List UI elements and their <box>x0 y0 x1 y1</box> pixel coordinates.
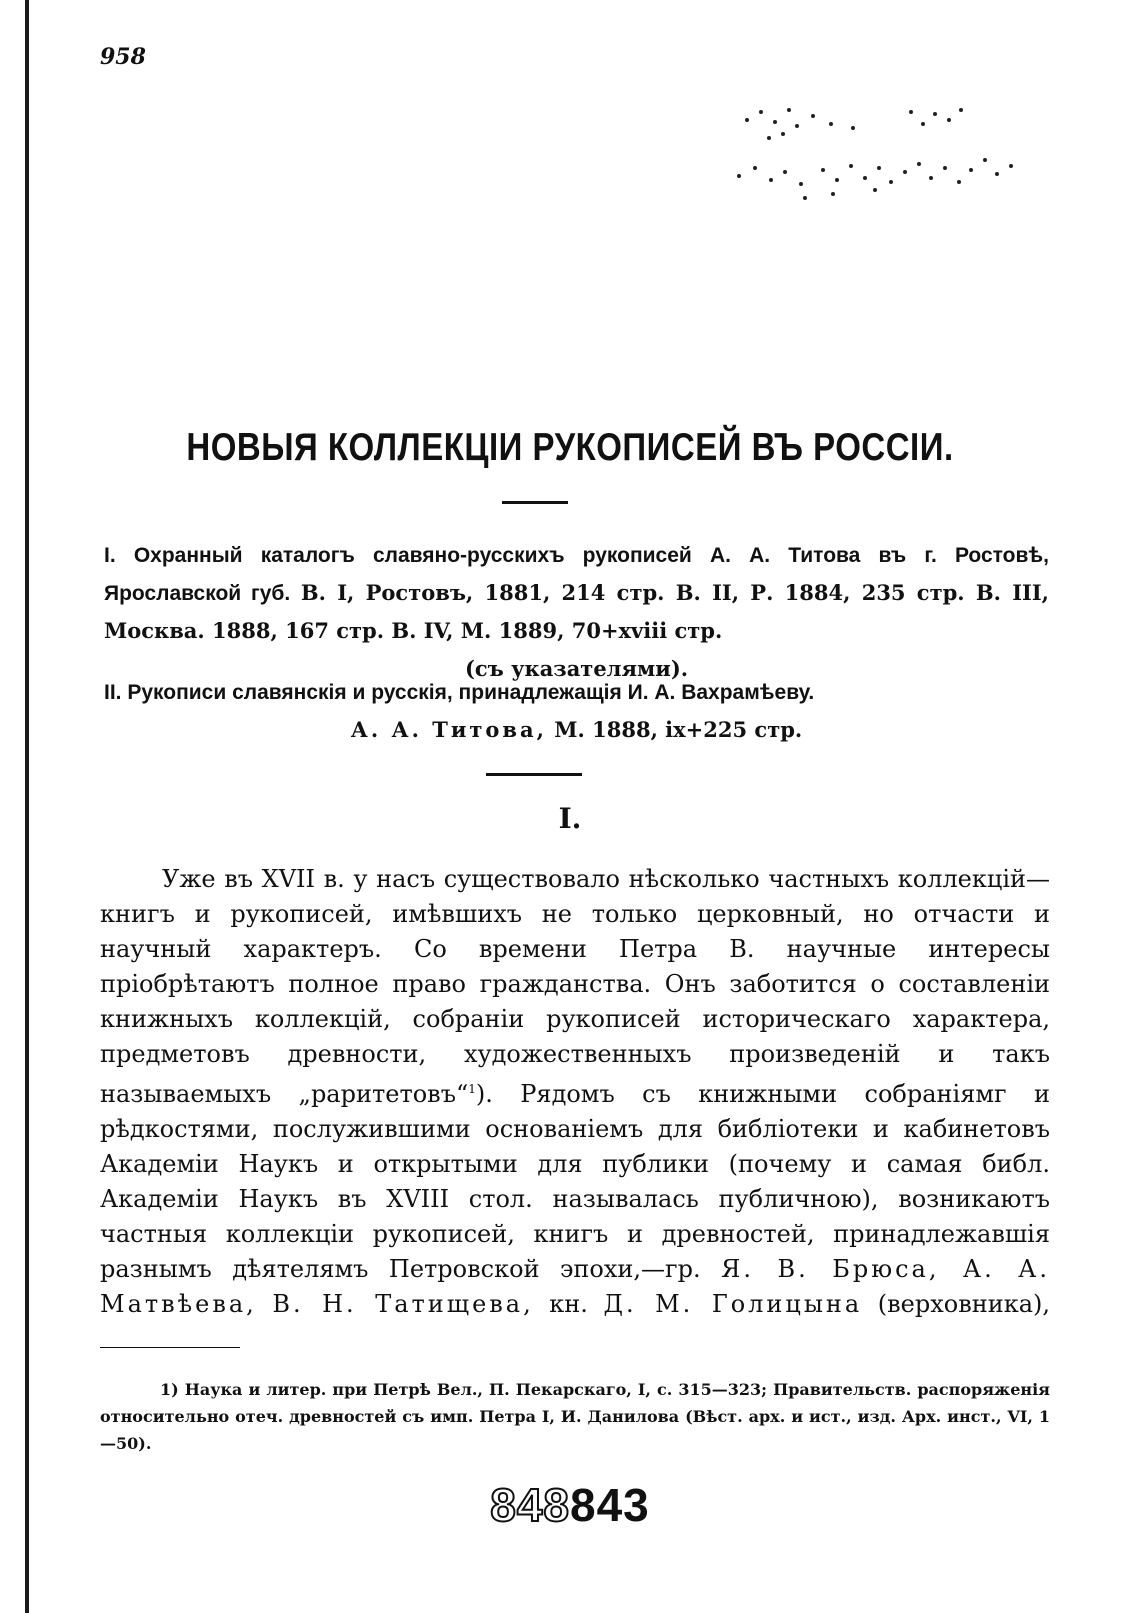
bibliography-item-1-label: I. Охранный каталогъ славяно-русскихъ рукописей А. А. Титова въ г. Ростовѣ, Ярославской губ. <box>104 544 1049 605</box>
body-text-part-2: ). Рядомъ съ книжными собраніямг и рѣдкостями, послужившими основаніемъ для библіотеки и кабинетовъ Академіи Наукъ и открытыми для публики (почему и самая библ. Академіи Наукъ въ XVIII стол. называлась публичною), возникаютъ частныя коллекціи рукописей, книгъ и древностей, принадлежавшія разнымъ дѣятелямъ Петровской эпохи,—гр. <box>100 1080 1050 1283</box>
bibliography-item-1 <box>104 537 1049 687</box>
bibliography-item-2-author: А. А. Титова, <box>350 717 547 742</box>
bibliography-item-2-label: II. Рукописи славянскія и русскія, принадлежащія И. А. Вахрамѣеву. <box>104 681 815 704</box>
bibliography-item-2-details: М. 1888, ix+225 стр. <box>554 717 803 742</box>
section-divider <box>486 773 582 776</box>
footnote-text: ) Наука и литер. при Петрѣ Вел., П. Пекарскаго, I, с. 315—323; Правительств. распоряженія относительно отеч. древностей съ имп. Петра I, И. Данилова (Вѣст. арх. и ист., изд. Арх. инст., VI, 1—50). <box>100 1380 1050 1453</box>
bibliography-item-1-note: (съ указателями). <box>464 656 689 681</box>
handwritten-shelf-mark: 958 <box>100 44 146 70</box>
body-text-part-1: Уже въ XVII в. у насъ существовало нѣсколько частныхъ коллекцій—книгъ и рукописей, имѣвшихъ не только церковный, но отчасти и научный характеръ. Со времени Петра В. научные интересы пріобрѣтаютъ полное право гражданства. Онъ заботится о составленіи книжныхъ коллекцій, собраніи рукописей историческаго характера, предметовъ древности, художественныхъ произведеній и такъ называемыхъ „раритетовъ“ <box>100 865 1050 1108</box>
bibliography-item-1-details: В. I, Ростовъ, 1881, 214 стр. В. II, Р. 1884, 235 стр. В. III, Москва. 1888, 167 стр. В. IV, М. 1889, 70+xviii стр. <box>104 580 1049 643</box>
inventory-number-value: 843 <box>570 1479 650 1531</box>
body-tail: (верховника), <box>877 1290 1051 1318</box>
inventory-number <box>0 1478 1140 1532</box>
inventory-number-overprint: 848 <box>490 1479 570 1531</box>
footnote-reference: 1 <box>468 1082 476 1096</box>
bibliography-item-2 <box>104 674 1049 748</box>
footnote <box>100 1376 1050 1457</box>
body-names-3: Д. М. Голицына <box>603 1290 863 1318</box>
body-names-3-prefix: кн. <box>549 1290 588 1318</box>
body-paragraph <box>100 862 1050 1322</box>
footnote-divider <box>100 1347 240 1348</box>
library-stamp-icon <box>735 98 1025 208</box>
section-number: I. <box>558 802 582 835</box>
footnote-marker: 1 <box>160 1380 172 1399</box>
title-divider <box>502 501 568 504</box>
body-names-1: Я. В. Брюса, А. А. Матвѣева, <box>100 1255 1050 1318</box>
article-title: НОВЫЯ КОЛЛЕКЦІИ РУКОПИСЕЙ ВЪ РОССІИ. <box>186 424 954 469</box>
body-names-2: В. Н. Татищева, <box>272 1290 534 1318</box>
